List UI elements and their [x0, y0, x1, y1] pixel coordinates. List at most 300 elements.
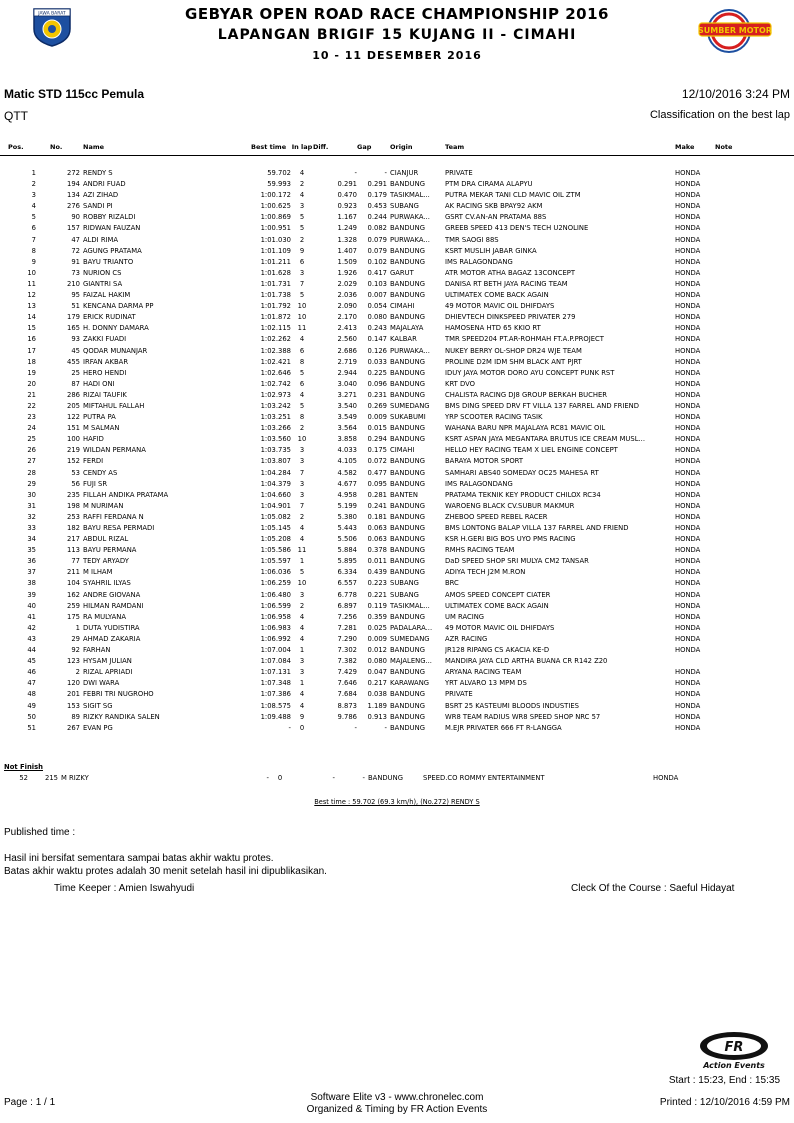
table-row: [0, 634, 794, 645]
cell-no: 56: [71, 479, 80, 488]
cell-name: BAYU PERMANA: [83, 546, 137, 555]
cell-no: 92: [71, 646, 80, 655]
cell-best: 1:07.084: [260, 657, 291, 666]
cell-pos: 35: [27, 546, 36, 555]
cell-best: 1:02.421: [260, 357, 291, 366]
cell-origin: SUMEDANG: [390, 401, 430, 410]
cell-best: 59.702: [267, 169, 291, 177]
cell-inlap: 8: [299, 357, 305, 366]
cell-name: IRFAN AKBAR: [83, 357, 129, 366]
cell-best: 1:01.738: [260, 291, 291, 300]
cell-pos: 19: [27, 368, 36, 377]
cell-no: 134: [67, 191, 80, 200]
cell-name: QODAR MUNANJAR: [83, 346, 148, 355]
cell-name: DWI WARA: [83, 679, 120, 688]
cell-note: [715, 223, 794, 234]
cell-team: M.EJR PRIVATER 666 FT R-LANGGA: [445, 723, 562, 732]
cell-make: HONDA: [675, 701, 701, 710]
table-row: [0, 312, 794, 323]
cell-inlap: 7: [299, 468, 305, 477]
cell-inlap: 9: [299, 246, 305, 255]
cell-gap: 0.011: [367, 557, 387, 566]
cell-make: HONDA: [675, 679, 701, 688]
cell-gap: 0.126: [367, 346, 387, 355]
cell-gap: 0.080: [367, 657, 387, 666]
time-keeper: Time Keeper : Amien Iswahyudi: [54, 883, 195, 894]
col-in-lap: In lap: [291, 141, 313, 156]
cell-name: ROBBY RIZALDI: [83, 213, 136, 222]
cell-name: RIZKY RANDIKA SALEN: [83, 712, 160, 721]
cell-note: [715, 279, 794, 290]
cell-best: 1:05.208: [260, 535, 291, 544]
col-pos: Pos.: [0, 141, 36, 156]
not-finish-body: [0, 773, 794, 784]
cell-make: HONDA: [675, 335, 701, 344]
cell-gap: -: [362, 774, 365, 782]
cell-team: AZR RACING: [445, 634, 488, 643]
cell-gap: 0.477: [367, 468, 387, 477]
cell-best: 1:03.251: [260, 413, 291, 422]
cell-name: PUTRA PA: [83, 413, 116, 422]
cell-pos: 28: [27, 468, 36, 477]
cell-make: HONDA: [675, 601, 701, 610]
table-row: [0, 773, 794, 784]
cell-origin: BANDUNG: [390, 701, 425, 710]
table-row: [0, 346, 794, 357]
cell-best: 1:02.262: [260, 335, 291, 344]
cell-make: HONDA: [675, 490, 701, 499]
cell-no: 198: [67, 501, 80, 510]
col-team: Team: [445, 141, 675, 156]
cell-inlap: 4: [299, 701, 305, 710]
cell-no: 267: [67, 723, 80, 732]
cell-diff: 4.958: [337, 490, 357, 499]
cell-origin: BANDUNG: [390, 357, 425, 366]
cell-team: HELLO HEY RACING TEAM X LIEL ENGINE CONCEPT: [445, 446, 618, 455]
cell-best: 1:06.480: [260, 590, 291, 599]
cell-name: M SALMAN: [83, 424, 120, 433]
cell-name: ERICK RUDINAT: [83, 313, 136, 322]
left-logo-text: JAWA BARAT: [38, 11, 66, 17]
cell-name: RIDWAN FAUZAN: [83, 224, 141, 233]
cell-gap: 0.033: [367, 357, 387, 366]
cell-gap: 0.453: [367, 202, 387, 211]
cell-gap: 0.103: [367, 279, 387, 288]
cell-team: ULTIMATEX COME BACK AGAIN: [445, 291, 549, 300]
cell-inlap: 5: [299, 401, 305, 410]
cell-origin: TASIKMAL...: [390, 191, 430, 200]
cell-pos: 48: [27, 690, 36, 699]
cell-origin: KARAWANG: [390, 679, 430, 688]
cell-pos: 10: [27, 268, 36, 277]
cell-diff: -: [354, 723, 357, 732]
cell-no: 90: [71, 213, 80, 222]
cell-origin: SUKABUMI: [390, 413, 426, 422]
cell-make: HONDA: [675, 690, 701, 699]
cell-team: HAMOSENA HTD 65 KKIO RT: [445, 324, 541, 333]
cell-diff: 0.291: [337, 180, 357, 189]
cell-name: KENCANA DARMA PP: [83, 302, 154, 311]
cell-note: [715, 290, 794, 301]
cell-note: [715, 301, 794, 312]
cell-team: ADIYA TECH J2M M.RON: [445, 568, 526, 577]
cell-team: IDUY JAYA MOTOR DORO AYU CONCEPT PUNK RST: [445, 368, 615, 377]
cell-team: KSRT ASPAN JAYA MEGANTARA BRUTUS ICE CREAM MUSL...: [445, 435, 645, 444]
cell-origin: BANDUNG: [390, 279, 425, 288]
cell-gap: 0.225: [367, 368, 387, 377]
cell-diff: 0.923: [337, 202, 357, 211]
cell-best: 1:01.872: [260, 313, 291, 322]
col-best-time: Best time: [251, 141, 291, 156]
cell-name: AHMAD ZAKARIA: [83, 634, 141, 643]
cell-diff: 1.249: [337, 224, 357, 233]
cell-origin: BANDUNG: [390, 424, 425, 433]
cell-name: HERO HENDI: [83, 368, 127, 377]
cell-pos: 34: [27, 535, 36, 544]
cell-diff: 3.858: [337, 435, 357, 444]
cell-inlap: 3: [299, 268, 305, 277]
cell-no: 217: [67, 535, 80, 544]
cell-gap: 0.179: [367, 191, 387, 200]
cell-diff: 7.302: [337, 646, 357, 655]
cell-no: 89: [71, 712, 80, 721]
cell-note: [715, 556, 794, 567]
cell-note: [715, 179, 794, 190]
cell-origin: GARUT: [390, 268, 414, 277]
cell-inlap: 2: [299, 180, 305, 189]
cell-team: ZHEBOO SPEED REBEL RACER: [445, 512, 548, 521]
cell-no: 219: [67, 446, 80, 455]
cell-no: 104: [67, 579, 80, 588]
organizer-credit: Organized & Timing by FR Action Events: [306, 1104, 488, 1115]
cell-pos: 46: [27, 668, 36, 677]
cell-pos: 7: [31, 235, 36, 244]
cell-make: [675, 656, 715, 667]
cell-best: 1:03.266: [260, 424, 291, 433]
cell-gap: 0.269: [367, 401, 387, 410]
protest-deadline-note: Batas akhir waktu protes adalah 30 menit setelah hasil ini dipublikasikan.: [4, 866, 327, 877]
cell-diff: -: [354, 169, 357, 177]
cell-name: NURION CS: [83, 268, 122, 277]
cell-note: [715, 667, 794, 678]
cell-diff: 7.646: [337, 679, 357, 688]
cell-team: YRP SCOOTER RACING TASIK: [445, 413, 543, 422]
cell-best: 1:02.742: [260, 379, 291, 388]
cell-best: 1:05.597: [260, 557, 291, 566]
cell-note: [715, 357, 794, 368]
cell-no: 53: [71, 468, 80, 477]
cell-note: [715, 401, 794, 412]
cell-gap: 0.009: [367, 634, 387, 643]
cell-origin: BANDUNG: [390, 313, 425, 322]
cell-name: ABDUL RIZAL: [83, 535, 129, 544]
cell-team: MANDIRA JAYA CLD ARTHA BUANA CR R142 Z20: [445, 657, 608, 666]
cell-pos: 21: [27, 390, 36, 399]
cell-name: FARHAN: [83, 646, 111, 655]
cell-origin: BANDUNG: [390, 712, 425, 721]
not-finish-label: Not Finish: [4, 763, 43, 771]
cell-note: [715, 212, 794, 223]
cell-name: ANDRI FUAD: [83, 180, 126, 189]
cell-no: 286: [67, 390, 80, 399]
cell-gap: 0.243: [367, 324, 387, 333]
cell-name: ZAKKI FUADI: [83, 335, 127, 344]
cell-name: DUTA YUDISTIRA: [83, 623, 140, 632]
table-header-row: [0, 141, 794, 156]
cell-make: HONDA: [675, 446, 701, 455]
cell-make: HONDA: [675, 435, 701, 444]
cell-note: [715, 379, 794, 390]
cell-pos: 47: [27, 679, 36, 688]
table-row: [0, 601, 794, 612]
cell-gap: 0.913: [367, 712, 387, 721]
cell-gap: 0.038: [367, 690, 387, 699]
cell-make: HONDA: [675, 390, 701, 399]
published-time: Published time :: [4, 827, 76, 838]
cell-team: GSRT CV.AN-AN PRATAMA 88S: [445, 213, 547, 222]
cell-origin: PURWAKA...: [390, 346, 430, 355]
cell-team: PROLINE D2M IDM SHM BLACK ANT PJRT: [445, 357, 582, 366]
cell-make: HONDA: [675, 246, 701, 255]
cell-inlap: 4: [299, 191, 305, 200]
cell-origin: BANDUNG: [390, 435, 425, 444]
cell-name: RAFFI FERDANA N: [83, 512, 144, 521]
cell-note: [715, 545, 794, 556]
cell-diff: 3.040: [337, 379, 357, 388]
cell-best: 1:07.386: [260, 690, 291, 699]
cell-team: AMOS SPEED CONCEPT CIATER: [445, 590, 551, 599]
cell-note: [715, 578, 794, 589]
cell-gap: 0.221: [367, 590, 387, 599]
cell-pos: 5: [31, 213, 36, 222]
table-row: [0, 290, 794, 301]
cell-team: SPEED.CO ROMMY ENTERTAINMENT: [423, 774, 545, 782]
cell-name: SIGIT SG: [83, 701, 113, 710]
cell-inlap: 0: [299, 723, 305, 732]
cell-no: 93: [71, 335, 80, 344]
cell-make: HONDA: [675, 191, 701, 200]
cell-team: TMR SPEED204 PT.AR-ROHMAH FT.A.P.PROJECT: [445, 335, 604, 344]
cell-diff: 7.256: [337, 612, 357, 621]
cell-team: ATR MOTOR ATHA BAGAZ 13CONCEPT: [445, 268, 575, 277]
cell-gap: 0.079: [367, 246, 387, 255]
cell-make: HONDA: [675, 501, 701, 510]
cell-team: WAHANA BARU NPR MAJALAYA RC81 MAVIC OIL: [445, 424, 606, 433]
table-row: [0, 379, 794, 390]
cell-origin: SUBANG: [390, 202, 419, 211]
cell-origin: BANDUNG: [390, 668, 425, 677]
cell-team: ULTIMATEX COME BACK AGAIN: [445, 601, 549, 610]
cell-no: 45: [71, 346, 80, 355]
table-row: [0, 623, 794, 634]
cell-note: [715, 257, 794, 268]
table-row: [0, 678, 794, 689]
provisional-note: Hasil ini bersifat sementara sampai batas akhir waktu protes.: [4, 853, 274, 864]
cell-no: 205: [67, 401, 80, 410]
cell-inlap: 4: [299, 535, 305, 544]
table-row: [0, 223, 794, 234]
best-time-summary: Best time : 59.702 (69.3 km/h), (No.272) RENDY S: [314, 798, 480, 806]
cell-origin: BANDUNG: [390, 468, 425, 477]
cell-note: [715, 168, 794, 179]
cell-name: SYAHRIL ILYAS: [83, 579, 131, 588]
cell-team: BSRT 25 KASTEUMI BLOODS INDUSTIES: [445, 701, 579, 710]
cell-make: HONDA: [675, 401, 701, 410]
cell-origin: BANDUNG: [390, 723, 425, 732]
cell-team: WR8 TEAM RADIUS WR8 SPEED SHOP NRC 57: [445, 712, 601, 721]
cell-name: RA MULYANA: [83, 612, 126, 621]
cell-diff: 1.328: [337, 235, 357, 244]
session-start-end: Start : 15:23, End : 15:35: [668, 1075, 780, 1086]
table-row: [0, 723, 794, 734]
cell-gap: 0.063: [367, 524, 387, 532]
cell-no: 153: [67, 701, 80, 710]
cell-pos: 42: [27, 623, 36, 632]
cell-no: 162: [67, 590, 80, 599]
cell-diff: -: [332, 774, 335, 782]
cell-note: [715, 235, 794, 246]
cell-inlap: 10: [297, 302, 307, 311]
table-row: [0, 279, 794, 290]
cell-inlap: 3: [299, 479, 305, 488]
cell-gap: 0.054: [367, 302, 387, 311]
cell-inlap: 4: [299, 390, 305, 399]
cell-inlap: 3: [299, 490, 305, 499]
cell-note: [715, 190, 794, 201]
cell-diff: 3.564: [337, 424, 357, 433]
cell-best: 1:03.560: [260, 435, 291, 444]
cell-gap: 0.223: [367, 579, 387, 588]
cell-make: HONDA: [653, 774, 679, 782]
cell-inlap: 6: [299, 257, 305, 266]
cell-name: RIZAI TAUFIK: [83, 390, 127, 399]
cell-origin: BANDUNG: [390, 646, 425, 655]
cell-gap: 0.047: [367, 668, 387, 677]
cell-inlap: 1: [299, 679, 305, 688]
cell-gap: 0.359: [367, 612, 387, 621]
cell-inlap: 3: [299, 457, 305, 466]
cell-name: H. DONNY DAMARA: [83, 324, 149, 333]
cell-note: [715, 423, 794, 434]
cell-no: 259: [67, 601, 80, 610]
cell-name: HADI ONI: [83, 379, 115, 388]
cell-diff: 4.105: [337, 457, 357, 466]
cell-best: 1:04.660: [260, 490, 291, 499]
cell-no: 1: [75, 623, 80, 632]
cell-team: SAMHARI ABS40 SOMEDAY OC25 MAHESA RT: [445, 468, 599, 477]
cell-make: HONDA: [675, 590, 701, 599]
cell-note: [715, 534, 794, 545]
cell-make: HONDA: [675, 612, 701, 621]
cell-pos: 4: [31, 202, 36, 211]
cell-name: M RIZKY: [61, 774, 89, 782]
results-body: [0, 156, 794, 734]
table-row: [0, 534, 794, 545]
cell-diff: 5.895: [337, 557, 357, 566]
cell-note: [715, 645, 794, 656]
cell-team: PUTRA MEKAR TANI CLD MAVIC OIL ZTM: [445, 191, 581, 200]
cell-name: RIZAL APRIADI: [83, 668, 133, 677]
cell-name: ALDI RIMA: [83, 235, 119, 244]
cell-origin: BANDUNG: [390, 368, 425, 377]
sponsor-logo: [695, 8, 775, 54]
cell-name: WILDAN PERMANA: [83, 446, 146, 455]
cell-no: 51: [71, 302, 80, 311]
cell-pos: 23: [27, 413, 36, 422]
cell-origin: CIANJUR: [390, 169, 419, 177]
cell-inlap: 9: [299, 712, 305, 721]
cell-team: BRC: [445, 579, 459, 588]
cell-note: [715, 479, 794, 490]
cell-name: HILMAN RAMDANI: [83, 601, 144, 610]
cell-pos: 15: [27, 324, 36, 333]
cell-make: HONDA: [675, 291, 701, 300]
cell-make: HONDA: [675, 357, 701, 366]
cell-note: [715, 323, 794, 334]
cell-no: 120: [67, 679, 80, 688]
cell-team: ARYANA RACING TEAM: [445, 668, 522, 677]
cell-gap: 0.012: [367, 646, 387, 655]
cell-team: 49 MOTOR MAVIC OIL DHIFDAYS: [445, 302, 555, 311]
cell-inlap: 0: [277, 774, 283, 782]
cell-origin: MAJALAYA: [390, 324, 424, 333]
cell-gap: 0.294: [367, 435, 387, 444]
cell-inlap: 11: [297, 324, 307, 333]
cell-gap: 1.189: [367, 701, 387, 710]
cell-diff: 4.582: [337, 468, 357, 477]
cell-gap: 0.063: [367, 535, 387, 544]
cell-best: 59.993: [267, 180, 291, 189]
cell-inlap: 2: [299, 424, 305, 433]
cell-diff: 6.897: [337, 601, 357, 610]
cell-pos: 2: [31, 180, 36, 189]
cell-pos: 12: [27, 291, 36, 300]
cell-best: 1:00.172: [260, 191, 291, 200]
cell-inlap: 4: [299, 612, 305, 621]
cell-pos: 31: [27, 501, 36, 510]
cell-best: 1:02.388: [260, 346, 291, 355]
cell-name: CENDY AS: [83, 468, 118, 477]
cell-gap: 0.025: [367, 623, 387, 632]
cell-origin: BANDUNG: [390, 557, 425, 566]
cell-best: 1:09.488: [260, 712, 291, 721]
cell-no: 211: [67, 568, 80, 577]
cell-note: [715, 712, 794, 723]
cell-name: ANDRE GIOVANA: [83, 590, 141, 599]
cell-no: 87: [71, 379, 80, 388]
cell-gap: 0.217: [367, 679, 387, 688]
cell-pos: 26: [27, 446, 36, 455]
cell-gap: -: [384, 723, 387, 732]
cell-make: HONDA: [675, 568, 701, 577]
cell-note: [715, 312, 794, 323]
cell-inlap: 10: [297, 435, 307, 444]
cell-diff: 7.281: [337, 623, 357, 632]
table-row: [0, 246, 794, 257]
session-name: QTT: [4, 109, 28, 123]
cell-make: HONDA: [675, 424, 701, 433]
cell-origin: BANDUNG: [390, 246, 425, 255]
cell-note: [715, 201, 794, 212]
cell-gap: 0.175: [367, 446, 387, 455]
clerk-of-course: Cleck Of the Course : Saeful Hidayat: [571, 883, 735, 894]
cell-diff: 2.686: [337, 346, 357, 355]
cell-diff: 3.549: [337, 413, 357, 422]
cell-no: 100: [67, 435, 80, 444]
cell-make: HONDA: [675, 623, 701, 632]
table-row: [0, 268, 794, 279]
cell-origin: BANDUNG: [390, 180, 425, 189]
